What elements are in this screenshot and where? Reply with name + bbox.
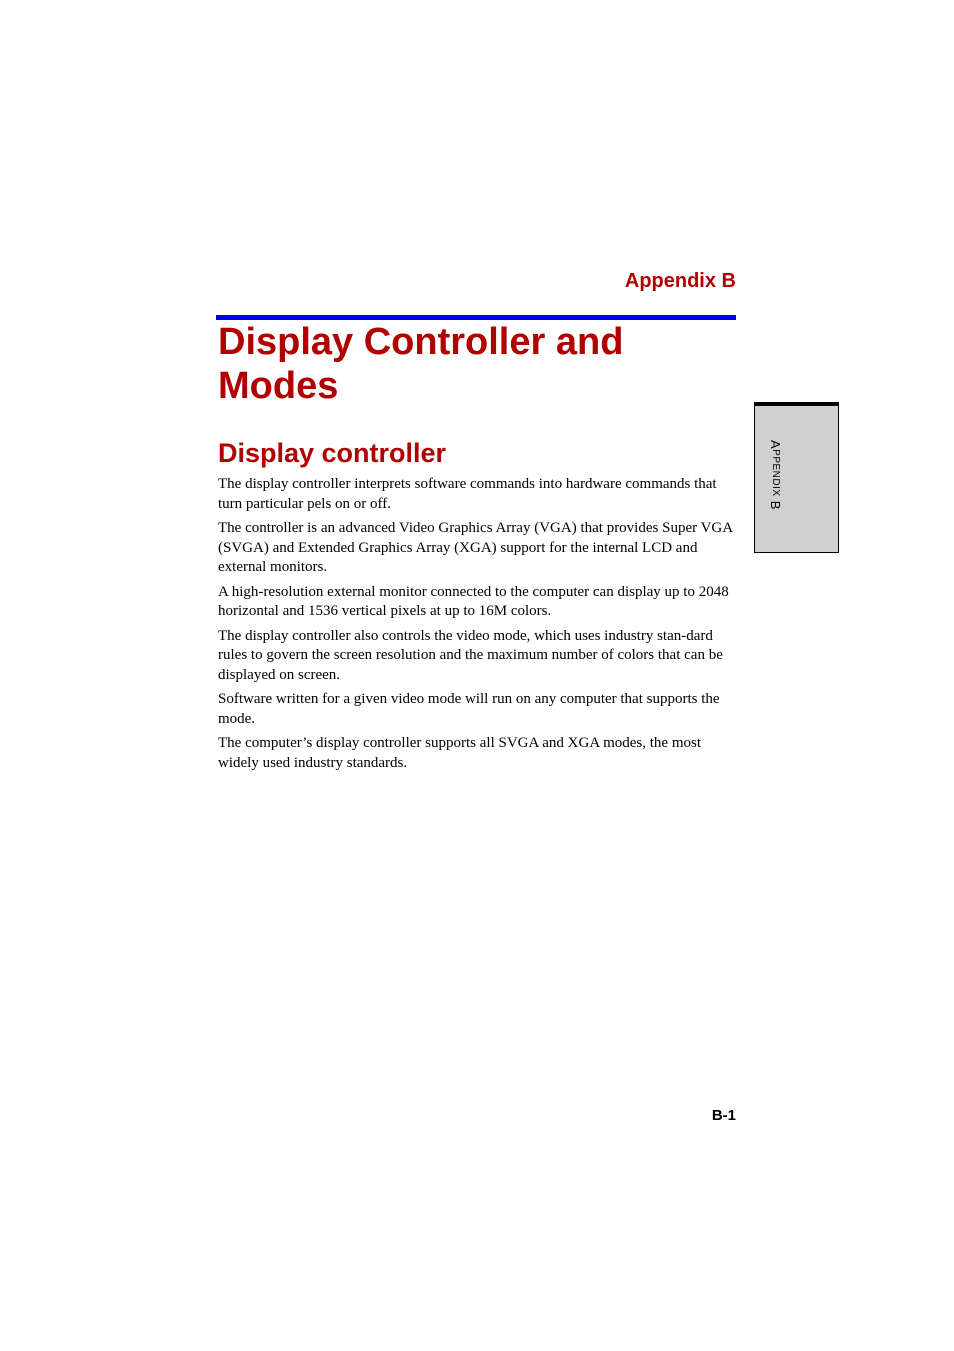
- section-heading: Display controller: [218, 438, 447, 468]
- page-title-line-1: Display Controller and: [218, 321, 624, 363]
- page-title: [218, 320, 738, 408]
- page-number: B-1: [711, 1107, 736, 1124]
- paragraph: The controller is an advanced Video Graphics Array (VGA) that provides Super VGA (SVGA) and Extended Graphics Array (XGA) support for the internal LCD and external monitors.: [218, 520, 733, 575]
- paragraph: The display controller interprets software commands into hardware commands that turn particular pels on or off.: [218, 476, 717, 512]
- paragraph: Software written for a given video mode will run on any computer that supports the mode.: [218, 691, 720, 727]
- side-tab-rest: PPENDIX: [770, 449, 781, 497]
- paragraph: The computer’s display controller supports all SVGA and XGA modes, the most widely used industry standards.: [218, 735, 701, 771]
- paragraph: The display controller also controls the video mode, which uses industry stan-dard rules to govern the screen resolution and the maximum number of colors that can be displayed on screen.: [218, 627, 723, 683]
- side-tab-label: [768, 440, 783, 510]
- paragraph: A high-resolution external monitor connected to the computer can display up to 2048 horizontal and 1536 vertical pixels at up to 16M colors.: [218, 583, 729, 619]
- body-text: [218, 475, 738, 778]
- appendix-label: Appendix B: [624, 270, 736, 292]
- page-title-line-2: Modes: [218, 365, 339, 407]
- side-tab-letter: B: [768, 496, 783, 510]
- side-tab-first-letter: A: [768, 440, 783, 450]
- side-tab: [754, 402, 839, 553]
